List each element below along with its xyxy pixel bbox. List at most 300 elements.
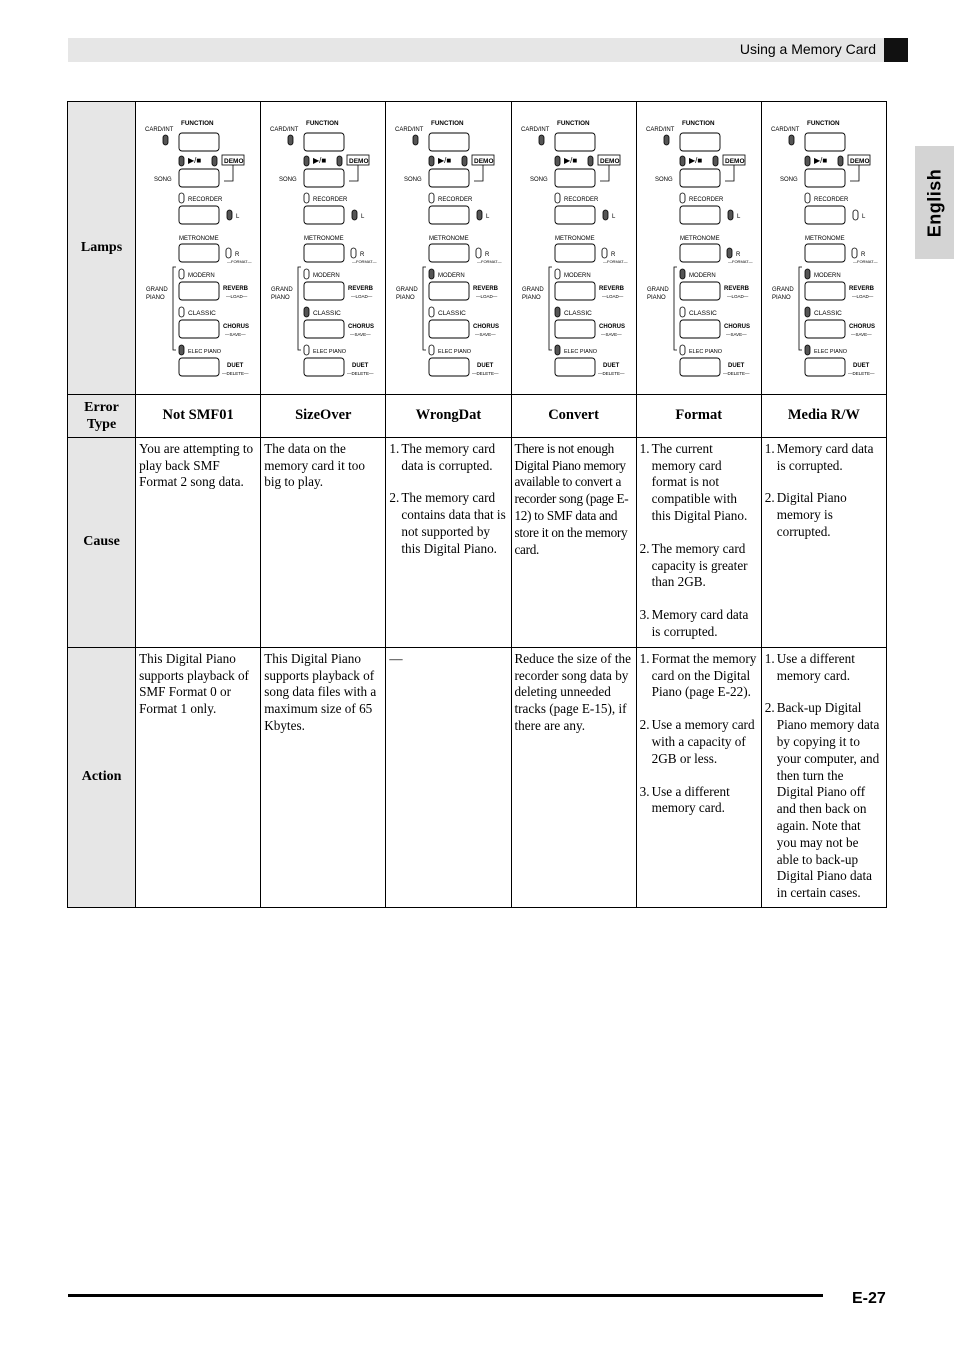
label-save: —SAVE— xyxy=(350,332,371,337)
button-classic xyxy=(429,320,469,338)
button-elec-piano xyxy=(680,358,720,376)
error-type-cell: SizeOver xyxy=(261,394,386,437)
action-row xyxy=(68,647,887,907)
button-elec-piano xyxy=(304,358,344,376)
lamp-l xyxy=(603,210,608,220)
label-song: SONG xyxy=(529,177,548,183)
action-item: Use a memory card with a capacity of 2GB or less. xyxy=(651,717,755,766)
label-demo: DEMO xyxy=(724,158,745,165)
label-classic: CLASSIC xyxy=(438,310,467,317)
control-panel-diagram xyxy=(386,102,510,389)
button-function xyxy=(555,133,595,151)
label-format: —FORMAT— xyxy=(602,259,628,264)
button-elec-piano xyxy=(555,358,595,376)
label-save: —SAVE— xyxy=(725,332,747,337)
label-elec-piano: ELEC PIANO xyxy=(313,349,347,355)
footer-rule xyxy=(68,1294,823,1297)
label-chorus: CHORUS xyxy=(723,324,750,330)
cause-cell xyxy=(636,437,761,647)
label-modern: MODERN xyxy=(813,273,841,279)
label-recorder: RECORDER xyxy=(813,197,849,203)
label-card-int: CARD/INT xyxy=(145,127,174,133)
button-modern xyxy=(179,282,219,300)
label-function: FUNCTION xyxy=(306,120,339,127)
lamp-play-left xyxy=(304,156,309,166)
lamp-modern xyxy=(680,269,685,279)
lamp-modern xyxy=(555,269,560,279)
cause-item: The memory card contains data that is not supported by this Digital Piano. xyxy=(401,490,506,556)
label-chorus: CHORUS xyxy=(348,324,375,330)
lamp-classic xyxy=(179,307,184,317)
page-number: E-27 xyxy=(852,1290,886,1307)
lamp-r xyxy=(226,248,231,258)
lamp-recorder xyxy=(805,193,810,203)
button-song xyxy=(680,169,720,187)
lamp-elec-piano xyxy=(304,345,309,355)
lamp-play-right xyxy=(337,156,342,166)
label-recorder: RECORDER xyxy=(313,197,348,203)
lamps-cell xyxy=(261,102,386,395)
lamp-l xyxy=(477,210,482,220)
label-r: R xyxy=(235,252,240,258)
label-duet: DUET xyxy=(227,363,244,369)
button-recorder xyxy=(805,206,845,224)
action-item: Use a different memory card. xyxy=(651,783,730,816)
button-classic xyxy=(179,320,219,338)
label-grand: GRAND xyxy=(521,287,544,293)
lamp-elec-piano xyxy=(179,345,184,355)
label-load: —LOAD— xyxy=(851,294,874,299)
lamp-modern xyxy=(429,269,434,279)
button-classic xyxy=(805,320,845,338)
demo-bracket xyxy=(474,165,483,181)
cause-cell xyxy=(386,437,511,647)
label-modern: MODERN xyxy=(688,273,716,279)
label-grand: GRAND xyxy=(771,287,794,293)
cause-cell xyxy=(136,437,261,647)
label-elec-piano: ELEC PIANO xyxy=(688,349,722,355)
label-demo: DEMO xyxy=(224,158,244,165)
lamp-l xyxy=(853,210,858,220)
label-play-stop: ▶/■ xyxy=(438,156,452,165)
button-function xyxy=(680,133,720,151)
label-metronome: METRONOME xyxy=(679,236,720,242)
button-recorder xyxy=(555,206,595,224)
label-load: —LOAD— xyxy=(226,294,248,299)
action-item: Format the memory card on the Digital Piano (page E-22). xyxy=(651,650,757,700)
lamp-card-int xyxy=(664,135,669,145)
label-song: SONG xyxy=(404,177,423,183)
label-piano: PIANO xyxy=(521,295,541,301)
label-play-stop: ▶/■ xyxy=(688,156,702,165)
control-panel-diagram xyxy=(261,102,385,389)
label-duet: DUET xyxy=(602,363,619,369)
label-load: —LOAD— xyxy=(476,294,498,299)
lamp-recorder xyxy=(304,193,309,203)
action-list xyxy=(765,651,883,902)
control-panel-diagram xyxy=(136,102,260,389)
demo-bracket xyxy=(725,165,734,181)
header-marker xyxy=(884,38,908,62)
button-classic xyxy=(680,320,720,338)
label-reverb: REVERB xyxy=(473,286,499,292)
label-play-stop: ▶/■ xyxy=(813,156,827,165)
label-song: SONG xyxy=(654,177,673,183)
label-card-int: CARD/INT xyxy=(395,127,424,133)
cause-list xyxy=(640,441,758,641)
button-elec-piano xyxy=(805,358,845,376)
lamp-elec-piano xyxy=(555,345,560,355)
demo-bracket xyxy=(224,165,233,181)
label-l: L xyxy=(861,214,866,220)
label-classic: CLASSIC xyxy=(563,310,592,317)
button-modern xyxy=(805,282,845,300)
label-recorder: RECORDER xyxy=(688,197,723,203)
label-song: SONG xyxy=(779,177,798,183)
label-metronome: METRONOME xyxy=(304,236,344,242)
lamps-cell xyxy=(511,102,636,395)
button-song xyxy=(805,169,845,187)
label-delete: —DELETE— xyxy=(347,371,374,376)
label-piano: PIANO xyxy=(646,295,666,301)
label-format: —FORMAT— xyxy=(227,259,252,264)
tone-bracket xyxy=(298,267,301,350)
action-cell xyxy=(511,647,636,907)
label-save: —SAVE— xyxy=(225,332,246,337)
lamp-play-right xyxy=(838,156,843,166)
label-reverb: REVERB xyxy=(598,286,624,292)
lamp-card-int xyxy=(413,135,418,145)
error-type-cell: Not SMF01 xyxy=(136,394,261,437)
control-panel-diagram xyxy=(512,102,636,389)
label-piano: PIANO xyxy=(271,295,290,301)
label-modern: MODERN xyxy=(188,273,215,279)
label-chorus: CHORUS xyxy=(598,324,625,330)
label-load: —LOAD— xyxy=(351,294,373,299)
button-recorder xyxy=(429,206,469,224)
button-function xyxy=(429,133,469,151)
action-cell xyxy=(261,647,386,907)
label-demo: DEMO xyxy=(599,158,619,165)
lamp-card-int xyxy=(539,135,544,145)
label-chorus: CHORUS xyxy=(848,324,875,330)
label-song: SONG xyxy=(154,177,172,183)
tone-bracket xyxy=(674,267,677,350)
label-demo: DEMO xyxy=(849,158,870,165)
action-item: Back-up Digital Piano memory data by copying it to your computer, and then turn the Digital Piano off and then back on again. Note that you may not be able to back-up Digital Piano data in certain cases. xyxy=(776,700,880,901)
label-function: FUNCTION xyxy=(681,120,715,127)
action-text: This Digital Piano supports playback of song data files with a maximum size of 65 Kbytes. xyxy=(264,650,377,733)
section-title: Using a Memory Card xyxy=(739,41,876,57)
label-r: R xyxy=(860,252,866,258)
label-song: SONG xyxy=(279,177,297,183)
cause-cell xyxy=(511,437,636,647)
demo-bracket xyxy=(349,165,358,181)
label-chorus: CHORUS xyxy=(473,324,500,330)
row-header-cause: Cause xyxy=(68,437,136,647)
lamp-elec-piano xyxy=(429,345,434,355)
label-grand: GRAND xyxy=(396,287,419,293)
action-cell xyxy=(386,647,511,907)
label-recorder: RECORDER xyxy=(438,197,473,203)
label-format: —FORMAT— xyxy=(477,259,502,264)
lamp-recorder xyxy=(179,193,184,203)
button-metronome xyxy=(555,244,595,262)
cause-cell xyxy=(261,437,386,647)
row-header-error-type: Error Type xyxy=(68,394,136,437)
lamp-classic xyxy=(429,307,434,317)
label-chorus: CHORUS xyxy=(223,324,250,330)
action-cell xyxy=(636,647,761,907)
label-reverb: REVERB xyxy=(223,286,249,292)
label-function: FUNCTION xyxy=(431,120,464,127)
tone-bracket xyxy=(549,267,552,350)
button-modern xyxy=(304,282,344,300)
label-reverb: REVERB xyxy=(348,286,374,292)
row-header-action: Action xyxy=(68,647,136,907)
lamp-recorder xyxy=(429,193,434,203)
lamp-play-left xyxy=(555,156,560,166)
action-cell xyxy=(761,647,886,907)
label-elec-piano: ELEC PIANO xyxy=(188,349,222,355)
lamp-play-right xyxy=(462,156,467,166)
button-elec-piano xyxy=(429,358,469,376)
cause-item: Memory card data is corrupted. xyxy=(776,440,874,473)
label-duet: DUET xyxy=(352,363,369,369)
label-recorder: RECORDER xyxy=(188,197,223,203)
button-classic xyxy=(304,320,344,338)
label-demo: DEMO xyxy=(349,158,369,165)
label-function: FUNCTION xyxy=(181,120,214,127)
label-piano: PIANO xyxy=(396,295,416,301)
language-tab-label: English xyxy=(924,168,944,237)
label-r: R xyxy=(610,252,615,258)
label-classic: CLASSIC xyxy=(313,310,342,317)
label-r: R xyxy=(485,252,490,258)
action-item: Use a different memory card. xyxy=(776,650,855,683)
label-reverb: REVERB xyxy=(848,286,874,292)
cause-list xyxy=(389,441,507,558)
label-demo: DEMO xyxy=(474,158,494,165)
button-modern xyxy=(429,282,469,300)
button-metronome xyxy=(680,244,720,262)
label-play-stop: ▶/■ xyxy=(188,156,202,165)
label-duet: DUET xyxy=(852,363,870,369)
label-delete: —DELETE— xyxy=(597,371,625,376)
action-list xyxy=(640,651,758,817)
action-text: This Digital Piano supports playback of SMF Format 0 or Format 1 only. xyxy=(139,650,249,717)
lamp-card-int xyxy=(163,135,168,145)
button-metronome xyxy=(179,244,219,262)
label-metronome: METRONOME xyxy=(429,236,470,242)
action-text: Reduce the size of the recorder song data by deleting unneeded tracks (page E-15), if there are any. xyxy=(514,650,631,733)
label-delete: —DELETE— xyxy=(847,371,875,376)
button-modern xyxy=(680,282,720,300)
button-elec-piano xyxy=(179,358,219,376)
button-song xyxy=(304,169,344,187)
lamp-r xyxy=(476,248,481,258)
label-load: —LOAD— xyxy=(601,294,623,299)
lamp-card-int xyxy=(789,135,794,145)
lamp-card-int xyxy=(288,135,293,145)
label-r: R xyxy=(360,252,365,258)
lamps-row xyxy=(68,102,887,395)
lamps-cell xyxy=(386,102,511,395)
lamp-play-right xyxy=(212,156,217,166)
control-panel-diagram xyxy=(637,102,761,389)
error-type-cell: WrongDat xyxy=(386,394,511,437)
label-play-stop: ▶/■ xyxy=(313,156,327,165)
cause-item: The memory card data is corrupted. xyxy=(401,440,496,473)
label-elec-piano: ELEC PIANO xyxy=(438,349,472,355)
error-type-cell: Media R/W xyxy=(761,394,886,437)
cause-item: The memory card capacity is greater than 2GB. xyxy=(651,540,748,590)
cause-cell xyxy=(761,437,886,647)
lamp-play-right xyxy=(588,156,593,166)
lamp-l xyxy=(227,210,232,220)
lamp-r xyxy=(727,248,732,258)
lamp-modern xyxy=(179,269,184,279)
lamp-r xyxy=(852,248,857,258)
lamp-play-left xyxy=(179,156,184,166)
lamp-elec-piano xyxy=(805,345,810,355)
label-modern: MODERN xyxy=(563,273,591,279)
label-l: L xyxy=(361,214,365,220)
label-piano: PIANO xyxy=(146,295,165,301)
label-load: —LOAD— xyxy=(726,294,748,299)
lamps-cell xyxy=(761,102,886,395)
label-duet: DUET xyxy=(477,363,494,369)
label-card-int: CARD/INT xyxy=(270,127,299,133)
label-format: —FORMAT— xyxy=(727,259,753,264)
lamp-classic xyxy=(555,307,560,317)
label-classic: CLASSIC xyxy=(188,310,216,317)
button-song xyxy=(429,169,469,187)
label-l: L xyxy=(486,214,490,220)
lamp-r xyxy=(602,248,607,258)
button-recorder xyxy=(179,206,219,224)
label-reverb: REVERB xyxy=(723,286,749,292)
label-elec-piano: ELEC PIANO xyxy=(813,349,847,355)
language-tab xyxy=(915,146,954,259)
lamps-cell xyxy=(136,102,261,395)
lamp-modern xyxy=(805,269,810,279)
label-function: FUNCTION xyxy=(806,120,840,127)
lamp-recorder xyxy=(555,193,560,203)
tone-bracket xyxy=(423,267,426,350)
label-card-int: CARD/INT xyxy=(520,127,549,133)
label-card-int: CARD/INT xyxy=(770,127,800,133)
cause-text: There is not enough Digital Piano memory available to convert a recorder song (page E-12) to SMF data and store it on the memory card. xyxy=(514,440,629,557)
lamp-classic xyxy=(304,307,309,317)
label-classic: CLASSIC xyxy=(813,310,842,317)
label-modern: MODERN xyxy=(313,273,340,279)
label-save: —SAVE— xyxy=(600,332,622,337)
cause-text: The data on the memory card it too big to play. xyxy=(264,440,365,490)
cause-list xyxy=(765,441,883,541)
lamp-l xyxy=(728,210,733,220)
cause-text: You are attempting to play back SMF Format 2 song data. xyxy=(139,440,254,490)
control-panel-diagram xyxy=(762,102,886,389)
action-text: — xyxy=(389,650,403,666)
label-grand: GRAND xyxy=(146,287,168,293)
label-elec-piano: ELEC PIANO xyxy=(563,349,597,355)
button-metronome xyxy=(805,244,845,262)
button-function xyxy=(179,133,219,151)
label-grand: GRAND xyxy=(646,287,669,293)
demo-bracket xyxy=(600,165,609,181)
button-song xyxy=(179,169,219,187)
cause-item: The current memory card format is not compatible with this Digital Piano. xyxy=(651,440,748,523)
label-format: —FORMAT— xyxy=(852,259,878,264)
lamp-modern xyxy=(304,269,309,279)
label-metronome: METRONOME xyxy=(804,236,845,242)
label-format: —FORMAT— xyxy=(352,259,377,264)
label-delete: —DELETE— xyxy=(472,371,499,376)
lamp-classic xyxy=(680,307,685,317)
button-classic xyxy=(555,320,595,338)
button-modern xyxy=(555,282,595,300)
tone-bracket xyxy=(799,267,802,350)
error-type-row xyxy=(68,394,887,437)
demo-bracket xyxy=(850,165,859,181)
label-l: L xyxy=(611,214,615,220)
button-recorder xyxy=(304,206,344,224)
error-table xyxy=(67,101,887,908)
action-cell xyxy=(136,647,261,907)
cause-row xyxy=(68,437,887,647)
label-modern: MODERN xyxy=(438,273,466,279)
label-l: L xyxy=(236,214,240,220)
label-recorder: RECORDER xyxy=(563,197,598,203)
label-r: R xyxy=(735,252,740,258)
button-metronome xyxy=(304,244,344,262)
label-delete: —DELETE— xyxy=(722,371,750,376)
lamp-play-right xyxy=(713,156,718,166)
label-card-int: CARD/INT xyxy=(645,127,674,133)
button-function xyxy=(805,133,845,151)
button-song xyxy=(555,169,595,187)
lamp-elec-piano xyxy=(680,345,685,355)
label-delete: —DELETE— xyxy=(222,371,249,376)
label-metronome: METRONOME xyxy=(179,236,219,242)
label-save: —SAVE— xyxy=(850,332,872,337)
label-function: FUNCTION xyxy=(556,120,590,127)
cause-item: Memory card data is corrupted. xyxy=(651,607,749,639)
label-classic: CLASSIC xyxy=(688,310,717,317)
label-grand: GRAND xyxy=(271,287,293,293)
cause-item: Digital Piano memory is corrupted. xyxy=(776,490,847,539)
label-piano: PIANO xyxy=(771,295,791,301)
lamp-classic xyxy=(805,307,810,317)
lamp-play-left xyxy=(429,156,434,166)
error-type-cell: Convert xyxy=(511,394,636,437)
row-header-lamps: Lamps xyxy=(68,102,136,395)
button-recorder xyxy=(680,206,720,224)
button-function xyxy=(304,133,344,151)
label-save: —SAVE— xyxy=(475,332,497,337)
header-bar xyxy=(68,38,884,62)
lamp-play-left xyxy=(680,156,685,166)
label-metronome: METRONOME xyxy=(554,236,595,242)
lamp-r xyxy=(351,248,356,258)
label-play-stop: ▶/■ xyxy=(563,156,577,165)
error-type-cell: Format xyxy=(636,394,761,437)
button-metronome xyxy=(429,244,469,262)
lamp-play-left xyxy=(805,156,810,166)
lamp-l xyxy=(352,210,357,220)
tone-bracket xyxy=(173,267,176,350)
